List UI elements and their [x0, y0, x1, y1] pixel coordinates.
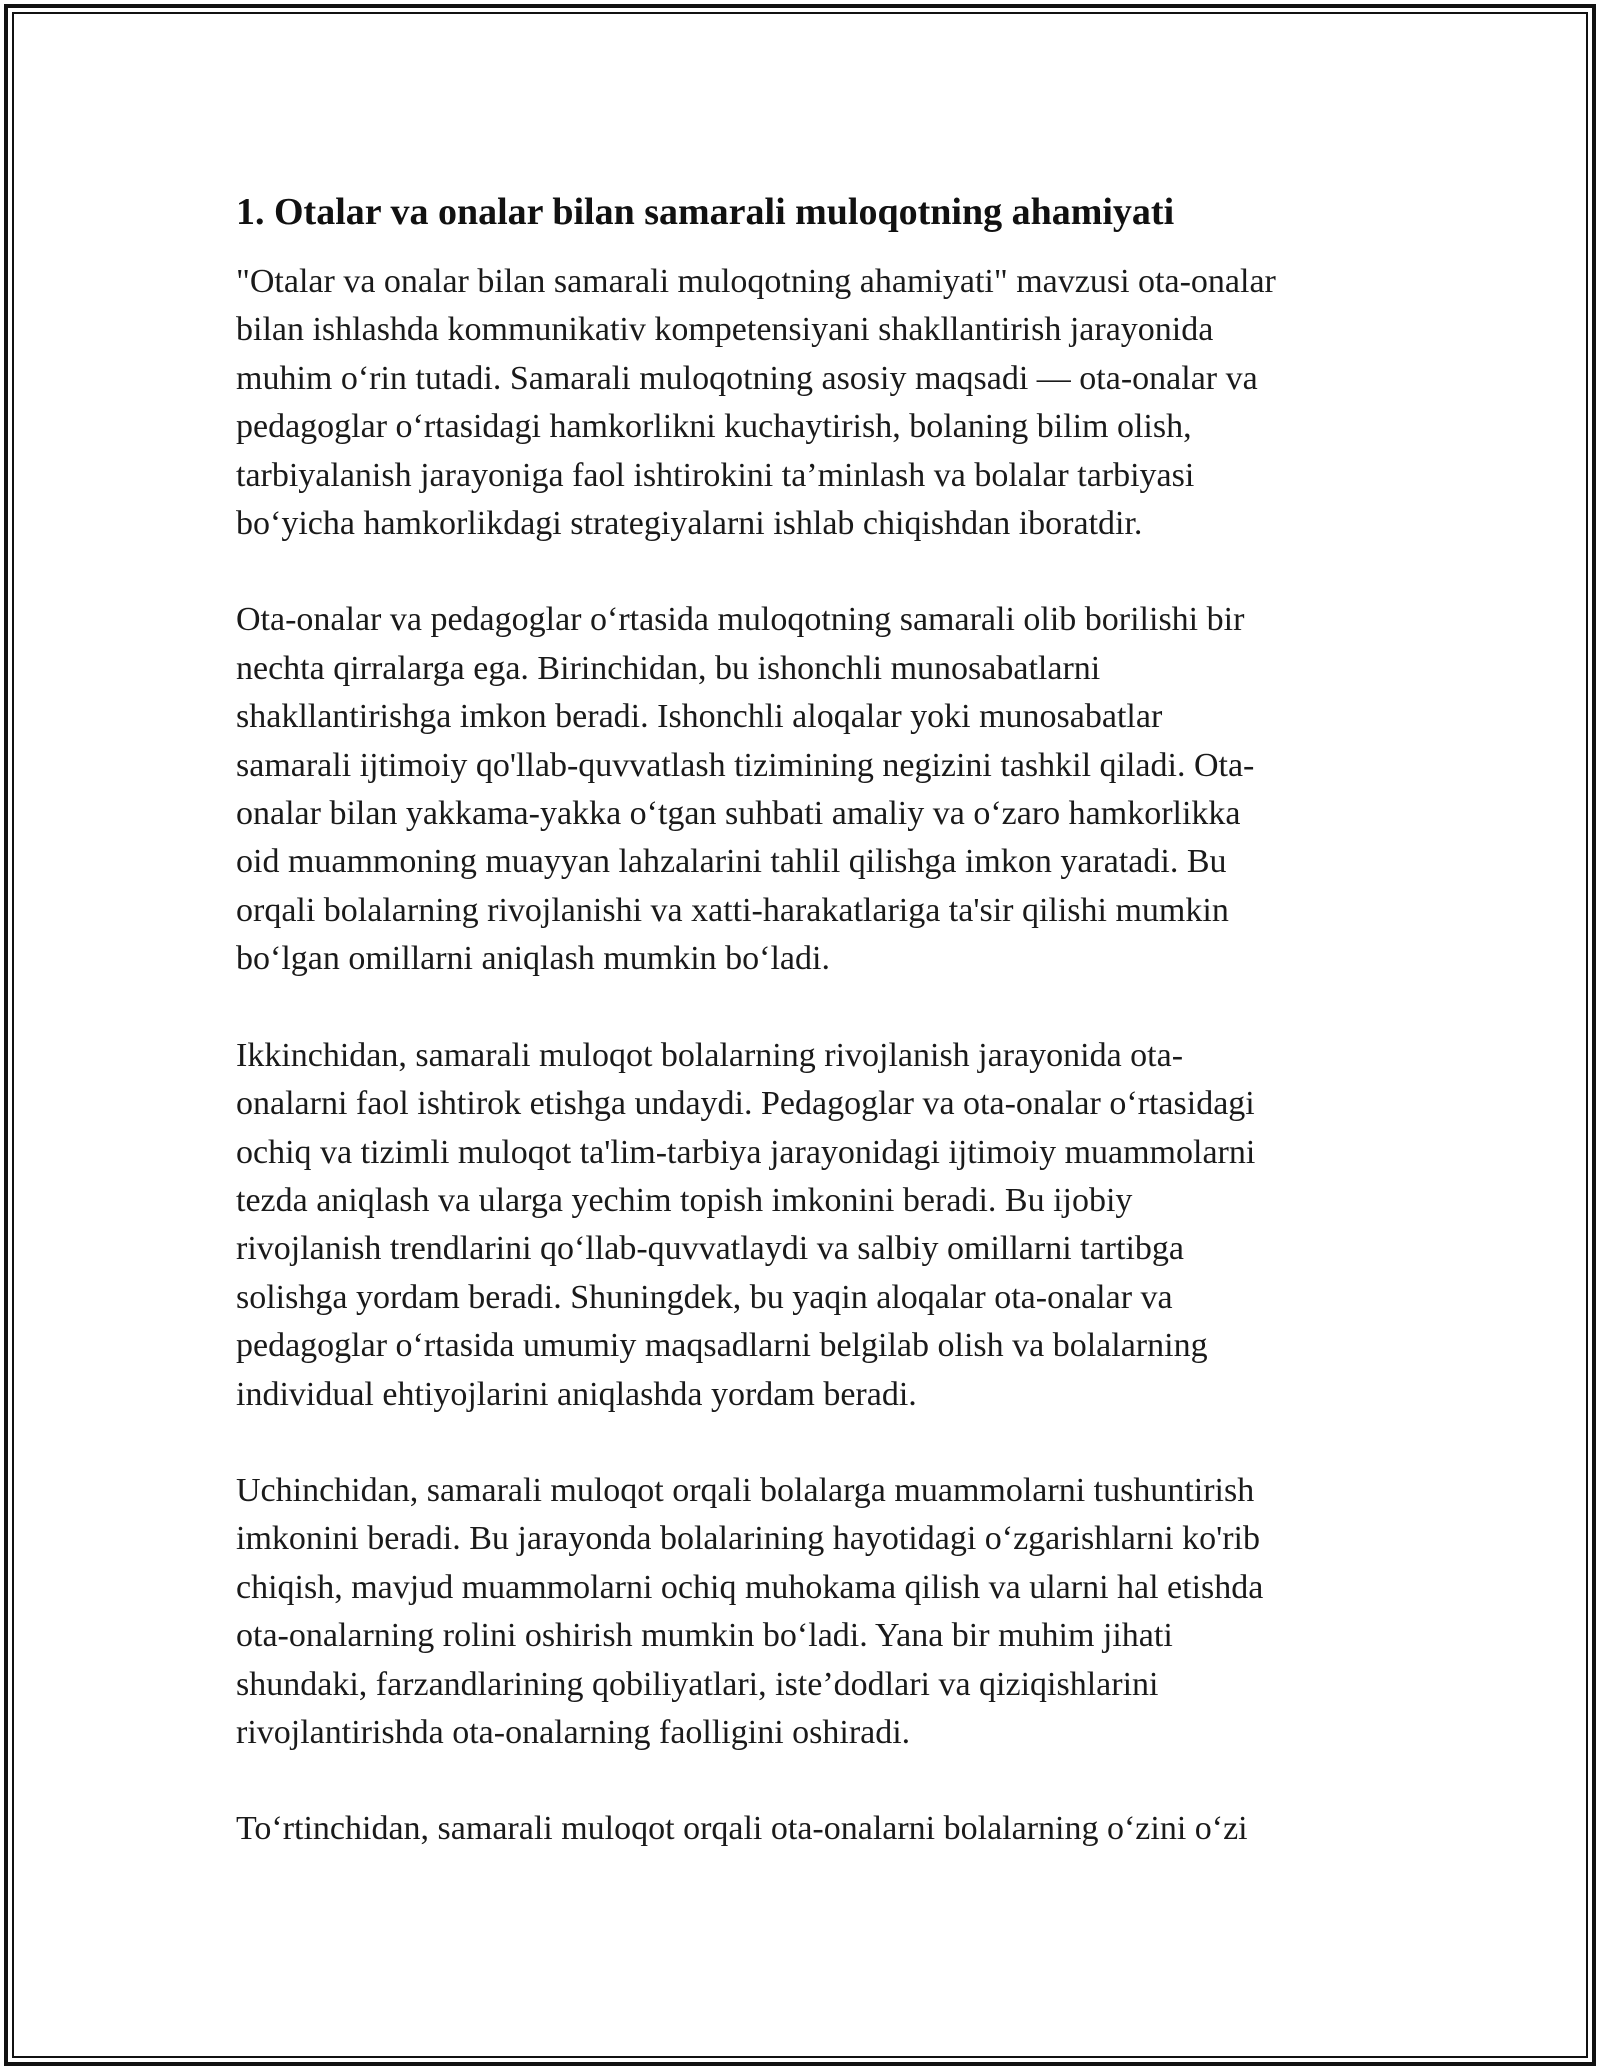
text-line: boʻyicha hamkorlikdagi strategiyalarni ishlab chiqishdan iboratdir. [236, 505, 1143, 543]
text-line: Ota-onalar va pedagoglar oʻrtasida muloqotning samarali olib borilishi bir [236, 601, 1245, 639]
paragraph-4 [236, 1467, 1366, 1757]
text-line: tezda aniqlash va ularga yechim topish imkonini beradi. Bu ijobiy [236, 1181, 1133, 1219]
text-line: muhim oʻrin tutadi. Samarali muloqotning asosiy maqsadi — ota-onalar va [236, 359, 1258, 397]
text-line: onalar bilan yakkama-yakka oʻtgan suhbati amaliy va oʻzaro hamkorlikka [236, 795, 1241, 833]
text-line: nechta qirralarga ega. Birinchidan, bu ishonchli munosabatlarni [236, 649, 1101, 687]
paragraph-3 [236, 1032, 1366, 1419]
text-line: rivojlanish trendlarini qoʻllab-quvvatlaydi va salbiy omillarni tartibga [236, 1230, 1184, 1268]
text-line: onalarni faol ishtirok etishga undaydi. Pedagoglar va ota-onalar oʻrtasidagi [236, 1085, 1255, 1123]
text-line: pedagoglar oʻrtasida umumiy maqsadlarni belgilab olish va bolalarning [236, 1327, 1208, 1365]
document-body [236, 186, 1366, 1902]
text-line: oid muammoning muayyan lahzalarini tahlil qilishga imkon yaratadi. Bu [236, 843, 1227, 881]
text-line: solishga yordam beradi. Shuningdek, bu yaqin aloqalar ota-onalar va [236, 1278, 1173, 1316]
text-line: rivojlantirishda ota-onalarning faolligini oshiradi. [236, 1713, 911, 1751]
text-line: imkonini beradi. Bu jarayonda bolalarining hayotidagi oʻzgarishlarni ko'rib [236, 1520, 1260, 1558]
text-line: samarali ijtimoiy qo'llab-quvvatlash tizimining negizini tashkil qiladi. Ota- [236, 746, 1255, 784]
text-line: bilan ishlashda kommunikativ kompetensiyani shakllantirish jarayonida [236, 311, 1214, 349]
section-heading: 1. Otalar va onalar bilan samarali muloqotning ahamiyati [236, 191, 1175, 233]
text-line: pedagoglar oʻrtasidagi hamkorlikni kuchaytirish, bolaning bilim olish, [236, 408, 1192, 446]
paragraph-2 [236, 596, 1366, 983]
text-line: chiqish, mavjud muammolarni ochiq muhokama qilish va ularni hal etishda [236, 1568, 1264, 1606]
paragraph-5 [236, 1805, 1366, 1853]
text-line: Ikkinchidan, samarali muloqot bolalarning rivojlanish jarayonida ota- [236, 1036, 1184, 1074]
text-line: shundaki, farzandlarining qobiliyatlari, iste’dodlari va qiziqishlarini [236, 1665, 1159, 1703]
text-line: tarbiyalanish jarayoniga faol ishtirokini ta’minlash va bolalar tarbiyasi [236, 456, 1195, 494]
text-line: boʻlgan omillarni aniqlash mumkin boʻladi. [236, 940, 830, 978]
paragraph-1 [236, 258, 1366, 548]
text-line: individual ehtiyojlarini aniqlashda yordam beradi. [236, 1375, 917, 1413]
text-line: ota-onalarning rolini oshirish mumkin boʻladi. Yana bir muhim jihati [236, 1617, 1173, 1655]
text-line: Uchinchidan, samarali muloqot orqali bolalarga muammolarni tushuntirish [236, 1471, 1255, 1509]
text-line: ochiq va tizimli muloqot ta'lim-tarbiya jarayonidagi ijtimoiy muammolarni [236, 1133, 1256, 1171]
text-line: Toʻrtinchidan, samarali muloqot orqali ota-onalarni bolalarning oʻzini oʻzi [236, 1810, 1248, 1848]
text-line: "Otalar va onalar bilan samarali muloqotning ahamiyati" mavzusi ota-onalar [236, 263, 1276, 300]
text-line: orqali bolalarning rivojlanishi va xatti-harakatlariga ta'sir qilishi mumkin [236, 891, 1229, 929]
text-line: shakllantirishga imkon beradi. Ishonchli aloqalar yoki munosabatlar [236, 698, 1163, 736]
